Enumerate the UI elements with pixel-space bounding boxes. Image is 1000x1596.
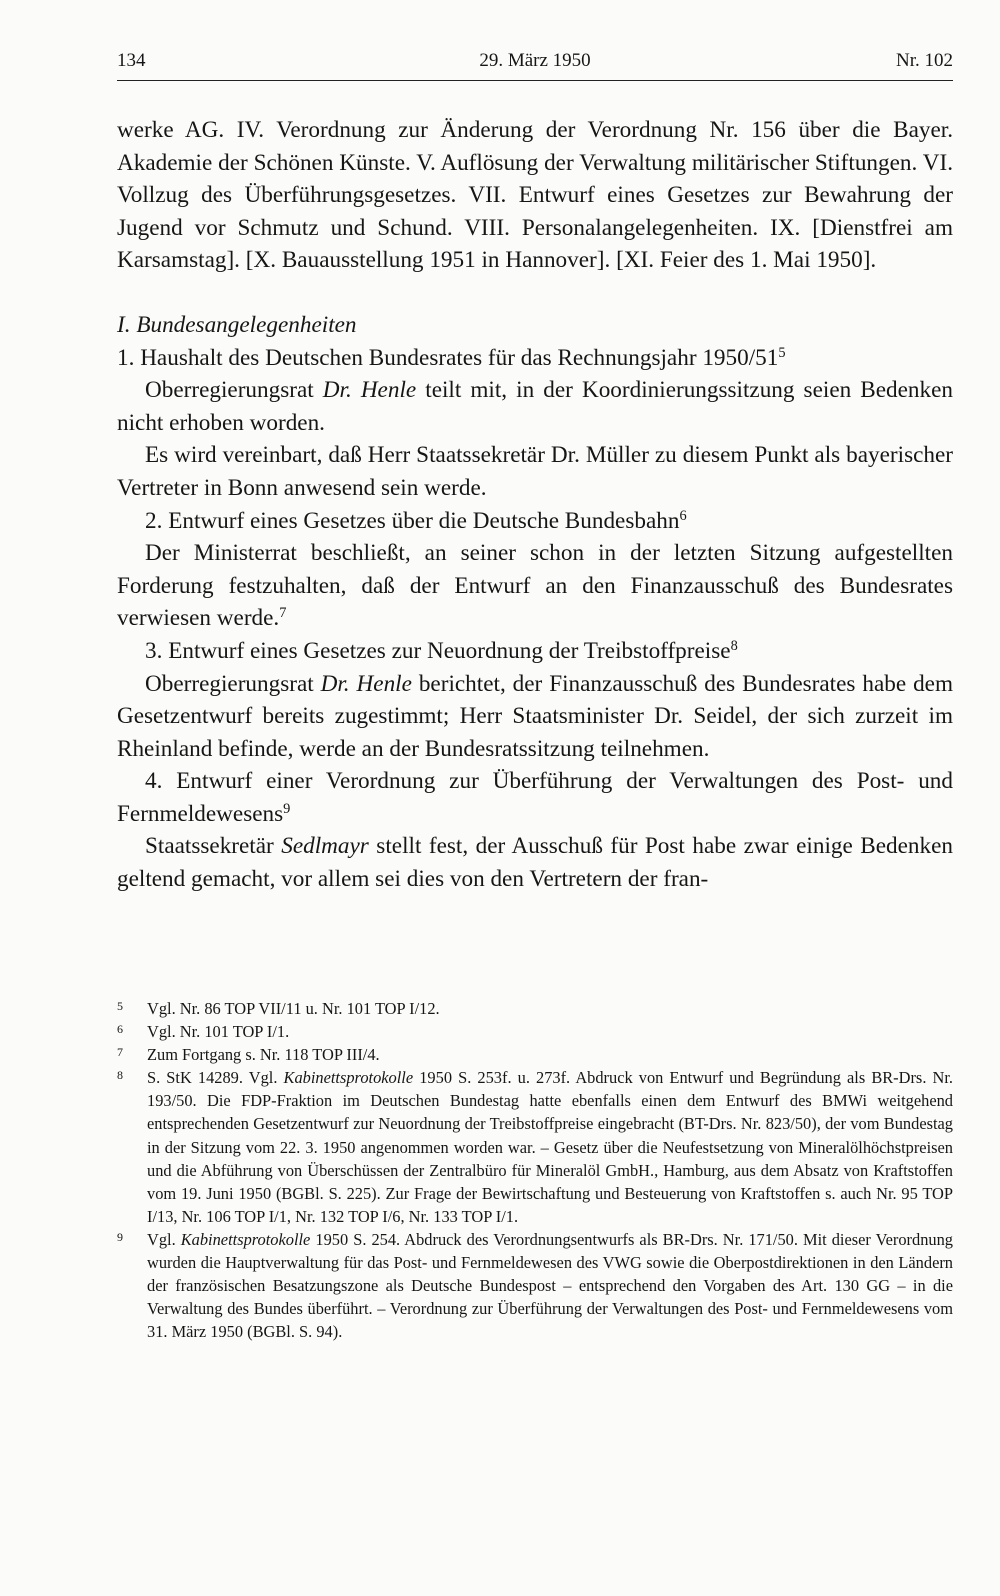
section-heading: I. Bundesangelegenheiten (117, 311, 357, 338)
intro-paragraph: werke AG. IV. Verordnung zur Änderung der Verordnung Nr. 156 über die Bayer. Akademie der Schönen Künste. V. Auflösung der Verwaltung militärischer Stiftungen. VI. Vollzug des Überführungsgesetzes. VII. Entwurf eines Gesetzes zur Bewahrung der Jugend vor Schmutz und Schund. VIII. Personalangelegenheiten. IX. [Dienstfrei am Karsamstag]. [X. Bauausstellung 1951 in Hannover]. [XI. Feier des 1. Mai 1950]. (117, 117, 953, 274)
person-name: Sedlmayr (281, 833, 369, 860)
item-paragraph: Oberregierungsrat Dr. Henle teilt mit, in der Koordinierungssitzung seien Bedenken nicht erhoben worden. (117, 377, 953, 436)
item-heading: 4. Entwurf einer Verordnung zur Überführung der Verwaltungen des Post- und Fernmeldewesens$^9$ (117, 768, 953, 827)
footnote-number: 5 (117, 999, 123, 1013)
page-number: 134 (117, 50, 146, 71)
footnote-number: 9 (117, 1229, 123, 1244)
person-name: Dr. Henle (320, 670, 412, 697)
running-head-date: 29. März 1950 (479, 50, 591, 71)
item-heading: 3. Entwurf eines Gesetzes zur Neuordnung der Treibstoffpreise$^8$ (145, 637, 738, 664)
footnote: 7 Zum Fortgang s. Nr. 118 TOP III/4. (117, 1045, 380, 1065)
footnote-number: 7 (117, 1045, 123, 1060)
item-heading: 1. Haushalt des Deutschen Bundesrates für das Rechnungsjahr $1950/51^5$ (117, 344, 786, 371)
item-paragraph: Der Ministerrat beschließt, an seiner schon in der letzten Sitzung aufgestellten Forderung festzuhalten, daß der Entwurf an den Finanzausschuß des Bundesrates verwiesen werde.$^7$ (117, 540, 953, 632)
footnote: 5 Vgl. Nr. 86 TOP VII/11 u. Nr. 101 TOP I/12. (117, 999, 440, 1018)
item-paragraph: Oberregierungsrat Dr. Henle berichtet, der Finanzausschuß des Bundesrates habe dem Gesetzentwurf bereits zugestimmt; Herr Staatsminister Dr. Seidel, der sich zurzeit im Rheinland befinde, werde an der Bundesratssitzung teilnehmen. (117, 670, 953, 762)
document-number: Nr. 102 (896, 50, 953, 71)
footnote-ref[interactable]: 8 (730, 638, 738, 654)
person-name: Dr. Henle (322, 377, 417, 404)
footnote-ref[interactable]: 5 (778, 344, 786, 361)
footnote: 8 S. StK 14289. Vgl. Kabinettsprotokolle 1950 S. 253f. u. 273f. Abdruck von Entwurf und Begründung als BR-Drs. Nr. 193/50. Die FDP-Fraktion im Deutschen Bundestag hatte ebenfalls einen dem Entwurf des BMWi weitgehend entsprechenden Gesetzentwurf zur Neuordnung der Treibstoffpreise eingebracht (BT-Drs. Nr. 823/50), der vom Bundestag in der Sitzung vom 22. 3. 1950 angenommen worden war. – Gesetz über die Neufestsetzung von Mineralölhöchstpreisen und die Abführung von Überschüssen der Zentralbüro für Mineralöl GmbH., Hamburg, aus dem Absatz von Kraftstoffen vom 19. Juni 1950 (BGBl. S. 225). Zur Frage der Bewirtschaftung und Besteuerung von Kraftstoffen s. auch Nr. 95 TOP I/13, Nr. 106 TOP I/1, Nr. 132 TOP I/6, Nr. 133 TOP I/1. (117, 1068, 953, 1226)
running-head (117, 47, 953, 75)
footnote-ref[interactable]: 9 (283, 800, 291, 817)
footnote: 9 Vgl. Kabinettsprotokolle 1950 S. 254. Abdruck des Verordnungsentwurfs als BR-Drs. Nr. 171/50. Mit dieser Verordnung wurden die Hauptverwaltung für das Post- und Fernmeldewesen des VWG sowie die Oberpostdirektionen in den Ländern der französischen Besatzungszone als Deutsche Bundespost – entsprechend den Vorgaben des Art. 130 GG – in die Verwaltung des Bundes überführt. – Verordnung zur Überführung der Verwaltungen des Post- und Fernmeldewesens vom 31. März 1950 (BGBl. S. 94). (117, 1229, 953, 1342)
body-text (117, 114, 953, 896)
item-paragraph: Es wird vereinbart, daß Herr Staatssekretär Dr. Müller zu diesem Punkt als bayerischer Vertreter in Bonn anwesend sein werde. (117, 442, 953, 501)
item-paragraph: Staatssekretär Sedlmayr stellt fest, der Ausschuß für Post habe zwar einige Bedenken geltend gemacht, vor allem sei dies von den Vertretern der fran- (117, 833, 953, 893)
footnote-ref[interactable]: 6 (679, 507, 687, 524)
footnotes (117, 997, 953, 1343)
item-heading: 2. Entwurf eines Gesetzes über die Deutsche Bundesbahn$^6$ (145, 507, 687, 534)
footnote: 6 Vgl. Nr. 101 TOP I/1. (117, 1022, 290, 1042)
footnote-ref[interactable]: 7 (279, 605, 287, 622)
footnote-number: 8 (117, 1068, 123, 1083)
header-rule (117, 80, 953, 81)
footnote-number: 6 (117, 1022, 123, 1037)
